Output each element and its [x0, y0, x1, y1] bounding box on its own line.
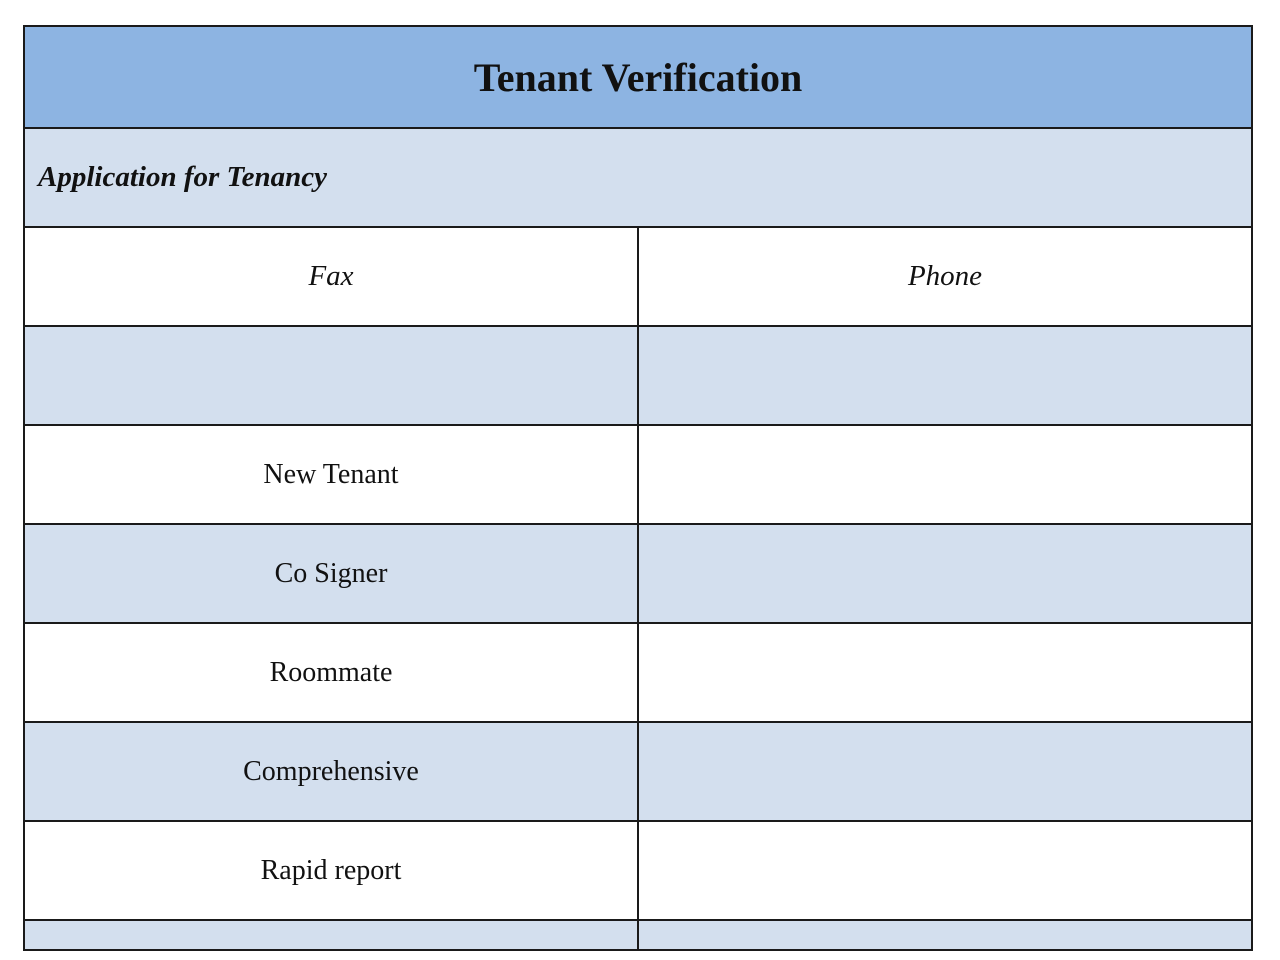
- table-row: [24, 722, 1252, 821]
- table-row: [24, 326, 1252, 425]
- row-value[interactable]: [638, 821, 1252, 920]
- row-value: [638, 920, 1252, 950]
- tenant-verification-form: [23, 25, 1253, 951]
- column-header-fax: Fax: [24, 227, 638, 326]
- row-value[interactable]: [638, 425, 1252, 524]
- subtitle-row: [24, 128, 1252, 227]
- row-label[interactable]: [24, 326, 638, 425]
- table-row: [24, 821, 1252, 920]
- row-value[interactable]: [638, 722, 1252, 821]
- row-label: Co Signer: [24, 524, 638, 623]
- form-subtitle: Application for Tenancy: [24, 128, 1252, 227]
- row-label: [24, 920, 638, 950]
- form-title: Tenant Verification: [24, 26, 1252, 128]
- row-label: New Tenant: [24, 425, 638, 524]
- table-row: [24, 524, 1252, 623]
- table-row-cut-off: [24, 920, 1252, 950]
- row-label: Rapid report: [24, 821, 638, 920]
- column-header-row: [24, 227, 1252, 326]
- table-row: [24, 623, 1252, 722]
- row-value[interactable]: [638, 326, 1252, 425]
- row-label: Roommate: [24, 623, 638, 722]
- title-row: [24, 26, 1252, 128]
- row-label: Comprehensive: [24, 722, 638, 821]
- row-value[interactable]: [638, 623, 1252, 722]
- table-row: [24, 425, 1252, 524]
- row-value[interactable]: [638, 524, 1252, 623]
- column-header-phone: Phone: [638, 227, 1252, 326]
